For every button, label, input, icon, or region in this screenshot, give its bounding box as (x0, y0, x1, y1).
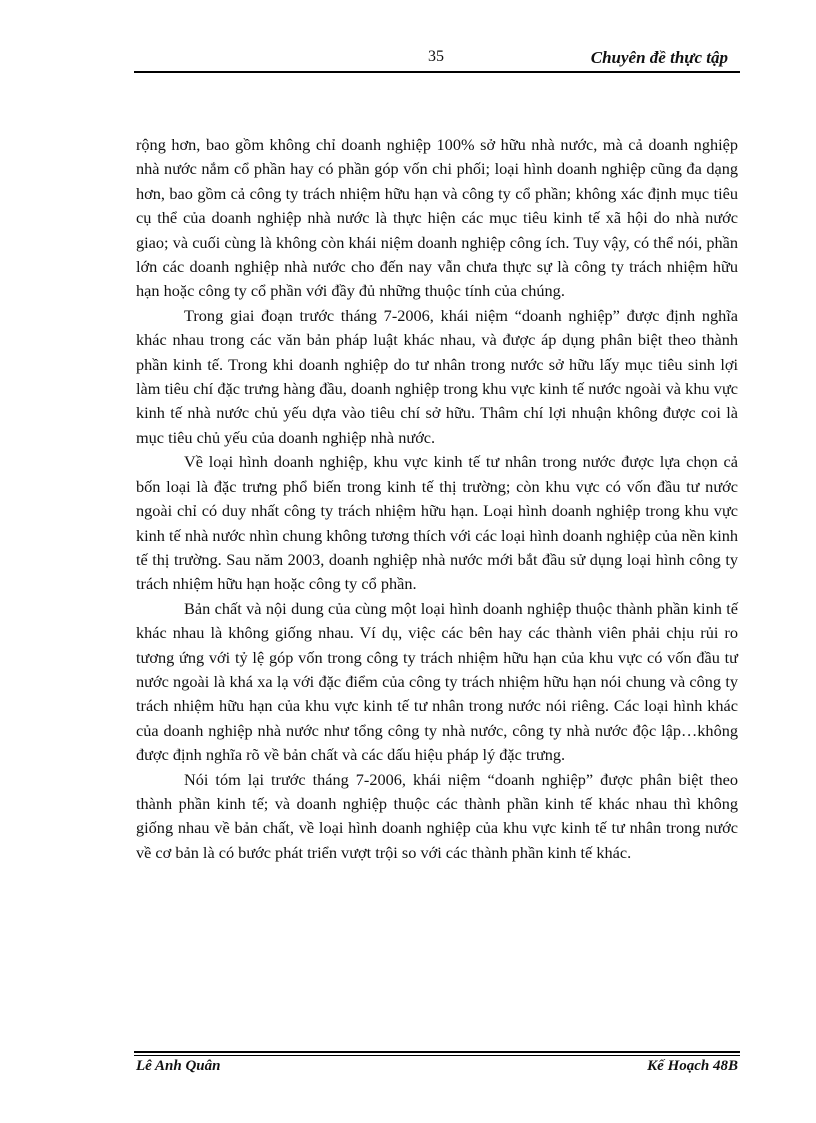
paragraph: Nói tóm lại trước tháng 7-2006, khái niệm “doanh nghiệp” được phân biệt theo thành phần kinh tế; và doanh nghiệp thuộc các thành phần kinh tế khác nhau thì không giống nhau về bản chất, về loại hình doanh nghiệp của khu vực kinh tế tư nhân trong nước về cơ bản là có bước phát triển vượt trội so với các thành phần kinh tế khác. (136, 769, 738, 862)
paragraph: Trong giai đoạn trước tháng 7-2006, khái niệm “doanh nghiệp” được định nghĩa khác nhau trong các văn bản pháp luật khác nhau, và được áp dụng phân biệt theo thành phần kinh tế. Trong khi doanh nghiệp do tư nhân trong nước sở hữu lấy mục tiêu sinh lợi làm tiêu chí đặc trưng hàng đầu, doanh nghiệp trong khu vực kinh tế nước ngoài và khu vực kinh tế nhà nước chủ yếu dựa vào tiêu chí sở hữu. Thâm chí lợi nhuận không được coi là mục tiêu chủ yếu của doanh nghiệp nhà nước. (136, 305, 738, 447)
paragraph: Về loại hình doanh nghiệp, khu vực kinh tế tư nhân trong nước được lựa chọn cả bốn loại là đặc trưng phổ biến trong kinh tế thị trường; còn khu vực có vốn đầu tư nước ngoài chỉ có duy nhất công ty trách nhiệm hữu hạn. Loại hình doanh nghiệp trong khu vực kinh tế nhà nước nhìn chung không tương thích với các loại hình doanh nghiệp của nền kinh tế thị trường. Sau năm 2003, doanh nghiệp nhà nước mới bắt đầu sử dụng loại hình công ty trách nhiệm hữu hạn hoặc công ty cổ phần. (136, 452, 738, 594)
document-body (136, 133, 738, 865)
footer-author: Lê Anh Quân (136, 1058, 221, 1074)
header-rule (134, 71, 740, 73)
footer-rule-thin (134, 1055, 740, 1056)
footer-class-name: Kế Hoạch 48B (647, 1058, 738, 1074)
paragraph-continuation: rộng hơn, bao gồm không chỉ doanh nghiệp 100% sở hữu nhà nước, mà cả doanh nghiệp nhà nước nắm cổ phần hay có phần góp vốn chi phối; loại hình doanh nghiệp cũng đa dạng hơn, bao gồm cả công ty trách nhiệm hữu hạn và công ty cổ phần; không xác định mục tiêu cụ thể của doanh nghiệp nhà nước là thực hiện các mục tiêu kinh tế xã hội do nhà nước giao; và cuối cùng là không còn khái niệm doanh nghiệp công ích. Tuy vậy, có thể nói, phần lớn các doanh nghiệp nhà nước cho đến nay vẫn chưa thực sự là công ty trách nhiệm hữu hạn hoặc công ty cổ phần với đầy đủ những thuộc tính của chúng. (136, 135, 738, 301)
page-number: 35 (428, 48, 444, 65)
footer-rule-thick (134, 1051, 740, 1053)
paragraph: Bản chất và nội dung của cùng một loại hình doanh nghiệp thuộc thành phần kinh tế khác nhau là không giống nhau. Ví dụ, việc các bên hay các thành viên phải chịu rủi ro tương ứng với tỷ lệ góp vốn trong công ty trách nhiệm hữu hạn của khu vực có vốn đầu tư nước ngoài là khá xa lạ với đặc điểm của công ty trách nhiệm hữu hạn nói chung và công ty trách nhiệm hữu hạn của khu vực kinh tế tư nhân trong nước nói riêng. Các loại hình khác của doanh nghiệp nhà nước như tổng công ty nhà nước, công ty nhà nước độc lập…không được định nghĩa rõ về bản chất và các dấu hiệu pháp lý đặc trưng. (136, 598, 738, 765)
header-title: Chuyên đề thực tập (590, 48, 728, 67)
page-header (134, 44, 740, 70)
